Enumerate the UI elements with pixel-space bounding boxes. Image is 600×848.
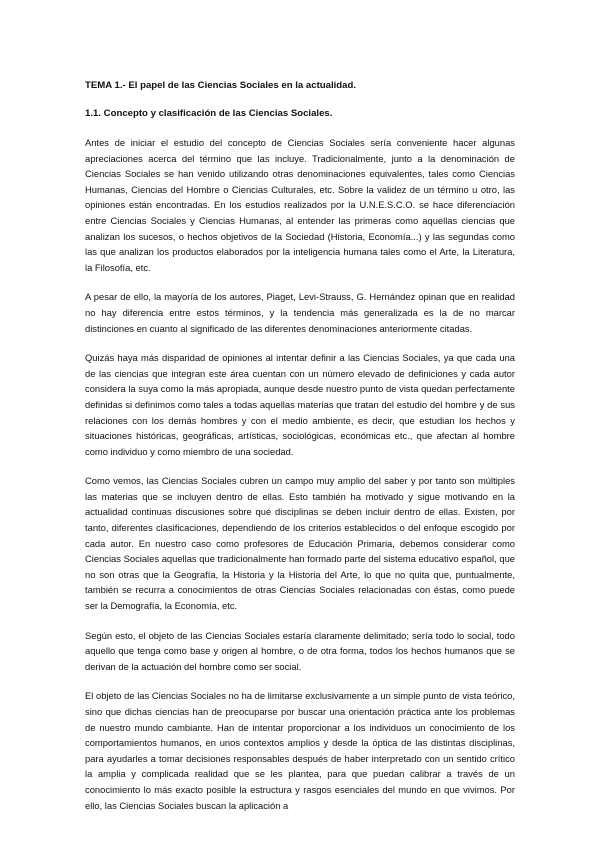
paragraph: Como vemos, las Ciencias Sociales cubren un campo muy amplio del saber y por tanto son múltiples las materias que se incluyen dentro de ellas. Esto también ha motivado y sigue motivando en la actualidad continuas discusiones sobre qué disciplinas se deben incluir dentro de ellas. Existen, por tanto, diferentes clasificaciones, dependiendo de los criterios establecidos o del enfoque escogido por cada autor. En nuestro caso como profesores de Educación Primaria, debemos considerar como Ciencias Sociales aquellas que tradicionalmente han formado parte del sistema educativo español, que no son otras que la Geografía, la Historia y la Historia del Arte, lo que no quita que, puntualmente, también se recurra a conocimientos de otras Ciencias Sociales relacionadas con éstas, como puede ser la Demografía, la Economía, etc.: [85, 475, 515, 612]
section-heading: 1.1. Concepto y clasificación de las Ciencias Sociales.: [85, 108, 333, 119]
document-body: [85, 79, 515, 827]
paragraph: Antes de iniciar el estudio del concepto de Ciencias Sociales sería conveniente hacer algunas apreciaciones acerca del término que las incluye. Tradicionalmente, junto a la denominación de Ciencias Sociales se han venido utilizando otras denominaciones equivalentes, tales como Ciencias Humanas, Ciencias del Hombre o Ciencias Culturales, etc. Sobre la validez de un término u otro, las opiniones están encontradas. En los estudios realizados por la U.N.E.S.C.O. se hace diferenciación entre Ciencias Sociales y Ciencias Humanas, al entender las primeras como aquellas ciencias que analizan los sucesos, o hechos objetivos de la Sociedad (Historia, Economía...) y las segundas como las que analizan los productos elaborados por la inteligencia humana tales como el Arte, la Literatura, la Filosofía, etc.: [85, 137, 515, 273]
paragraph: Quizás haya más disparidad de opiniones al intentar definir a las Ciencias Sociales, ya que cada una de las ciencias que integran este área cuentan con un número elevado de definiciones y cada autor considera la suya como la más apropiada, aunque desde nuestro punto de vista quedan perfectamente definidas si definimos como tales a todas aquellas materias que tratan del estudio del hombre y de sus relaciones con los demás hombres y con el medio ambiente, es decir, que estudian los hechos y situaciones históricas, geográficas, artísticas, sociológicas, económicas etc., que afectan al hombre como individuo y como miembro de una sociedad.: [85, 352, 515, 457]
document-title: TEMA 1.- El papel de las Ciencias Sociales en la actualidad.: [85, 80, 357, 91]
paragraph: Según esto, el objeto de las Ciencias Sociales estaría claramente delimitado; sería todo lo social, todo aquello que tenga como base y origen al hombre, o de otra forma, todos los hechos humanos que se derivan de la actuación del hombre como ser social.: [85, 629, 515, 672]
paragraph: El objeto de las Ciencias Sociales no ha de limitarse exclusivamente a un simple punto de vista teórico, sino que dichas ciencias han de preocuparse por buscar una orientación práctica ante los problemas de nuestro mundo cambiante. Han de intentar proporcionar a los individuos un conocimiento de los comportamientos humanos, en unos contextos amplios y desde la óptica de las distintas disciplinas, para ayudarles a tomar decisiones responsables después de haber interpretado con un sentido crítico la amplia y complicada realidad que se les plantea, para que puedan calibrar a través de un conocimiento lo más exacto posible la estructura y rasgos esenciales del mundo en que vivimos. Por ello, las Ciencias Sociales buscan la aplicación a: [85, 690, 515, 811]
paragraph: A pesar de ello, la mayoría de los autores, Piaget, Levi-Strauss, G. Hernández opinan que en realidad no hay diferencia entre estos términos, y la tendencia más generalizada es la de no marcar distinciones en cuanto al significado de las diferentes denominaciones anteriormente citadas.: [85, 291, 515, 334]
